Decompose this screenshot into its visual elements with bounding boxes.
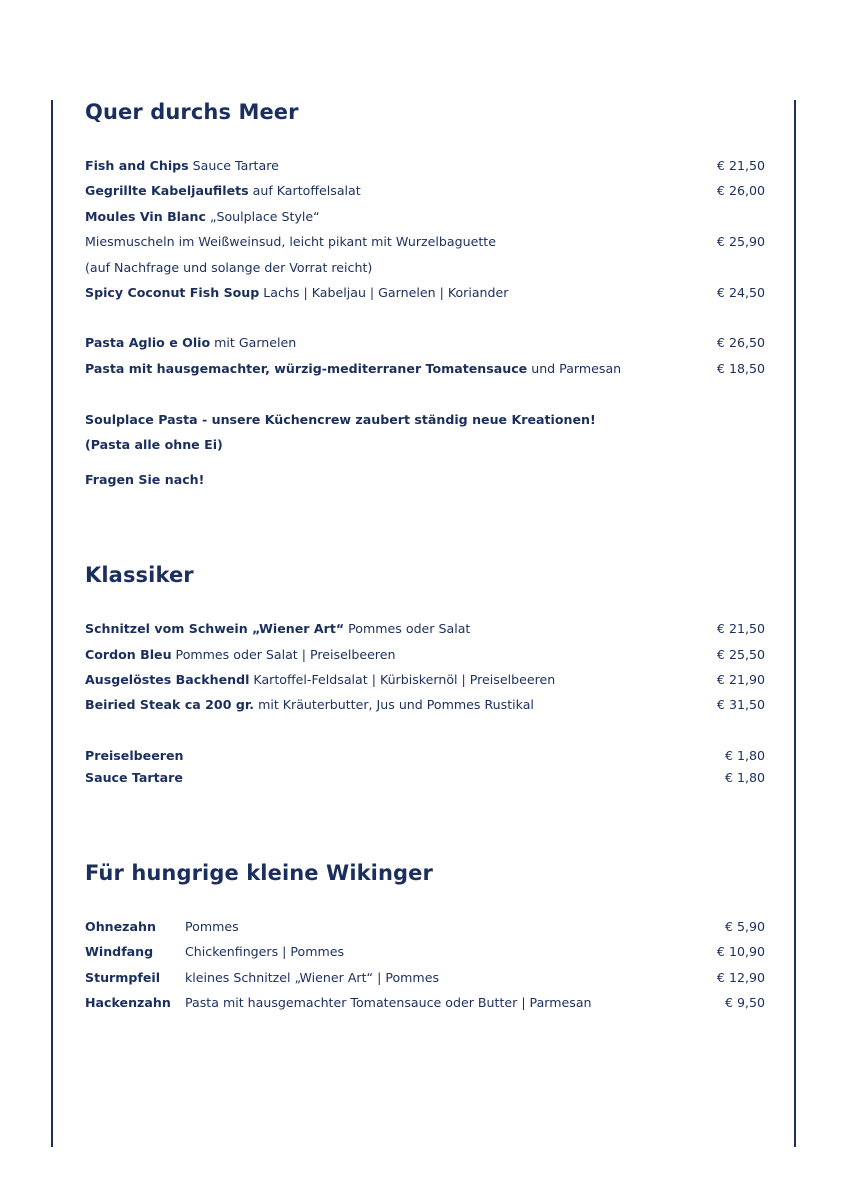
item-price: € 25,50 (716, 647, 765, 662)
menu-note (85, 470, 765, 490)
kids-item-name: Sturmpfeil (85, 970, 161, 985)
item-description: mit Kräuterbutter, Jus und Pommes Rustikal (254, 697, 534, 712)
item-name: Preiselbeeren (85, 748, 184, 763)
note-text: Fragen Sie nach! (85, 472, 205, 487)
item-description: Miesmuscheln im Weißweinsud, leicht pikant mit Wurzelbaguette (85, 234, 496, 249)
menu-item (85, 359, 765, 379)
item-description: mit Garnelen (210, 335, 297, 350)
item-description: „Soulplace Style“ (205, 209, 320, 224)
menu-item (85, 258, 765, 278)
item-price: € 18,50 (716, 361, 765, 376)
item-price: € 1,80 (724, 748, 765, 763)
item-price: € 12,90 (716, 970, 765, 985)
section-title-kinder: Für hungrige kleine Wikinger (85, 861, 433, 885)
menu-item (85, 768, 765, 788)
item-name: Beiried Steak ca 200 gr. (85, 697, 255, 712)
menu-item (85, 695, 765, 715)
section-title-meer: Quer durchs Meer (85, 100, 299, 124)
kids-item-name: Ohnezahn (85, 919, 156, 934)
item-price: € 24,50 (716, 285, 765, 300)
menu-item (85, 670, 765, 690)
item-description: (auf Nachfrage und solange der Vorrat reicht) (85, 260, 373, 275)
kids-item-name: Hackenzahn (85, 995, 171, 1010)
kids-item-name: Windfang (85, 944, 154, 959)
item-name: Spicy Coconut Fish Soup (85, 285, 260, 300)
item-price: € 10,90 (716, 944, 765, 959)
menu-note (85, 410, 765, 430)
kids-menu-item (85, 968, 765, 988)
kids-item-description: kleines Schnitzel „Wiener Art“ | Pommes (185, 970, 440, 985)
note-text: (Pasta alle ohne Ei) (85, 437, 223, 452)
kids-menu-item (85, 942, 765, 962)
note-text: Soulplace Pasta - unsere Küchencrew zaubert ständig neue Kreationen! (85, 412, 596, 427)
menu-item (85, 207, 765, 227)
item-price: € 25,90 (716, 234, 765, 249)
item-price: € 31,50 (716, 697, 765, 712)
kids-item-description: Chickenfingers | Pommes (185, 944, 345, 959)
item-description: Kartoffel-Feldsalat | Kürbiskernöl | Preiselbeeren (249, 672, 556, 687)
menu-item (85, 645, 765, 665)
kids-item-description: Pasta mit hausgemachter Tomatensauce oder Butter | Parmesan (185, 995, 592, 1010)
item-price: € 5,90 (724, 919, 765, 934)
item-description: Lachs | Kabeljau | Garnelen | Koriander (259, 285, 509, 300)
item-description: auf Kartoffelsalat (248, 183, 361, 198)
item-description: und Parmesan (527, 361, 622, 376)
item-name: Moules Vin Blanc (85, 209, 206, 224)
item-name: Pasta Aglio e Olio (85, 335, 211, 350)
item-name: Fish and Chips (85, 158, 189, 173)
section-title-klassiker: Klassiker (85, 563, 194, 587)
left-border-rule (51, 100, 53, 1147)
item-price: € 21,90 (716, 672, 765, 687)
item-description: Pommes oder Salat (344, 621, 471, 636)
item-name: Ausgelöstes Backhendl (85, 672, 250, 687)
menu-item (85, 181, 765, 201)
item-name: Sauce Tartare (85, 770, 183, 785)
item-description: Pommes oder Salat | Preiselbeeren (171, 647, 396, 662)
item-price: € 21,50 (716, 158, 765, 173)
item-name: Cordon Bleu (85, 647, 172, 662)
item-price: € 9,50 (724, 995, 765, 1010)
item-price: € 21,50 (716, 621, 765, 636)
right-border-rule (794, 100, 796, 1147)
menu-item (85, 283, 765, 303)
kids-menu-item (85, 917, 765, 937)
menu-item (85, 232, 765, 252)
item-price: € 26,50 (716, 335, 765, 350)
kids-menu-item (85, 993, 765, 1013)
item-name: Pasta mit hausgemachter, würzig-mediterraner Tomatensauce (85, 361, 528, 376)
item-description: Sauce Tartare (188, 158, 279, 173)
kids-item-description: Pommes (185, 919, 239, 934)
menu-item (85, 619, 765, 639)
item-price: € 26,00 (716, 183, 765, 198)
menu-note (85, 435, 765, 455)
item-name: Gegrillte Kabeljaufilets (85, 183, 249, 198)
menu-item (85, 333, 765, 353)
item-name: Schnitzel vom Schwein „Wiener Art“ (85, 621, 345, 636)
item-price: € 1,80 (724, 770, 765, 785)
menu-item (85, 156, 765, 176)
menu-item (85, 746, 765, 766)
